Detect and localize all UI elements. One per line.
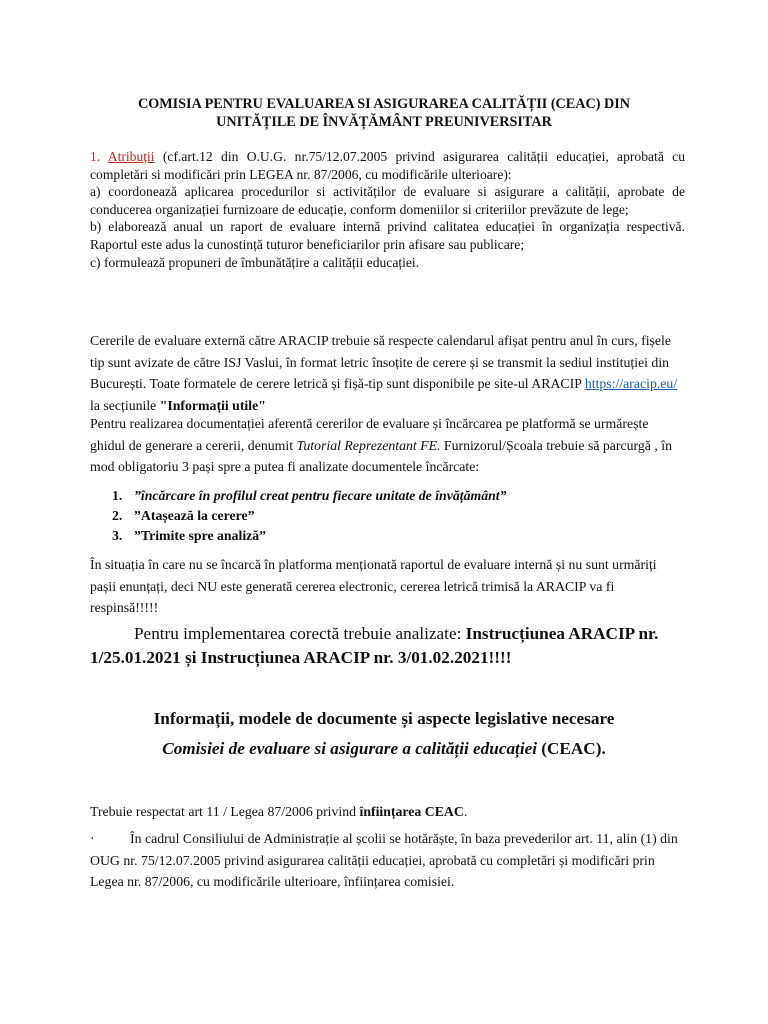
implementation-instructions: Instrucțiunea ARACIP nr. 1/25.01.2021 și Instrucțiunea ARACIP nr. 3/01.02.2021!!!! xyxy=(90,624,659,667)
step-label: ”Atașează la cerere” xyxy=(134,508,255,523)
step-number: 2. xyxy=(112,508,123,523)
council-paragraph xyxy=(90,828,685,893)
implementation-paragraph xyxy=(90,622,700,670)
attributions-heading-number: 1. xyxy=(90,149,101,164)
step-item xyxy=(112,526,672,546)
warning-paragraph: În situația în care nu se încarcă în platforma menționată raportul de evaluare internă și nu sunt urmăriți pașii enunțați, deci NU este generată cererea electronic, cererea letrică trimisă la ARACIP va fi respinsă!!!!! xyxy=(90,557,657,615)
steps-ordered-list xyxy=(112,486,672,546)
documentation-paragraph xyxy=(90,413,685,478)
attributions-reference: (cf.art.12 din O.U.G. nr.75/12.07.2005 privind asigurarea calității educației, aprobată cu completări si modificări prin LEGEA nr. 87/2006, cu modificările ulterioare): xyxy=(90,149,685,182)
council-text: În cadrul Consiliului de Administrație al școlii se hotărăște, în baza prevederilor art. 11, alin (1) din OUG nr. 75/12.07.2005 privind asigurarea calității educației, aprobată cu completări și modificări prin Legea nr. 87/2006, cu modificările ulterioare, înființarea comisiei. xyxy=(90,831,678,889)
step-number: 3. xyxy=(112,528,123,543)
document-title xyxy=(70,95,698,131)
step-item xyxy=(112,506,672,526)
article-paragraph xyxy=(90,801,685,823)
external-evaluation-after-link: la secțiunile xyxy=(90,397,160,413)
article-end: . xyxy=(463,804,468,819)
info-heading-commission: Comisiei de evaluare si asigurare a calității educației xyxy=(162,739,537,758)
attributions-heading: Atribuții xyxy=(107,149,155,164)
title-line-2: UNITĂȚILE DE ÎNVĂȚĂMÂNT PREUNIVERSITAR xyxy=(216,114,552,130)
info-heading-line-2 xyxy=(70,737,698,761)
useful-info-section-name: "Informații utile" xyxy=(159,397,266,413)
attributions-section xyxy=(90,148,685,271)
council-bullet: · xyxy=(90,831,95,846)
info-heading xyxy=(70,707,698,761)
implementation-text: Pentru implementarea corectă trebuie analizate: xyxy=(134,624,466,643)
documentation-text-1: Pentru realizarea documentației aferentă cererilor de evaluare și încărcarea pe platformă se urmărește ghidul de generare a cererii, denumit xyxy=(90,416,649,453)
tutorial-name: Tutorial Reprezentant FE. xyxy=(296,437,441,453)
info-heading-ceac: (CEAC). xyxy=(537,739,606,758)
attribution-item-b: b) elaborează anual un raport de evaluare internă privind calitatea educației în organizația respectivă. Raportul este adus la cunostință tuturor beneficiarilor prin afisare sau publicare; xyxy=(90,219,685,252)
attribution-item-c: c) formulează propuneri de îmbunătățire a calității educației. xyxy=(90,254,420,270)
step-label: ”încărcare în profilul creat pentru fiecare unitate de învățământ” xyxy=(134,488,507,503)
article-text: Trebuie respectat art 11 / Legea 87/2006 privind xyxy=(90,804,360,819)
attributions-intro xyxy=(90,148,685,183)
aracip-link[interactable]: https://aracip.eu/ xyxy=(584,376,678,391)
documentation-text-2: Furnizorul/Școala trebuie să parcurgă , în mod obligatoriu 3 pași spre a putea fi analizate documentele încărcate: xyxy=(90,437,672,474)
step-item xyxy=(112,486,672,506)
external-evaluation-text: Cererile de evaluare externă către ARACIP trebuie să respecte calendarul afișat pentru anul în curs, fișele tip sunt avizate de către ISJ Vaslui, în format letric însoțite de cerere și se transmit la sediul instituției din București. Toate formatele de cerere letrică și fișă-tip sunt disponibile pe site-ul ARACIP xyxy=(90,333,671,391)
title-line-1: COMISIA PENTRU EVALUAREA SI ASIGURAREA CALITĂȚII (CEAC) DIN xyxy=(137,96,631,112)
external-evaluation-paragraph xyxy=(90,330,685,416)
step-number: 1. xyxy=(112,488,123,503)
info-heading-line-1: Informații, modele de documente și aspecte legislative necesare xyxy=(153,709,615,728)
article-bold: înființarea CEAC xyxy=(359,804,464,819)
attribution-item-a: a) coordonează aplicarea procedurilor si activităților de evaluare si asigurare a calității, aprobate de conducerea organizației furnizoare de educație, conform domeniilor si criteriilor prevăzute de lege; xyxy=(90,184,685,217)
step-label: ”Trimite spre analiză” xyxy=(134,528,267,543)
steps-list xyxy=(112,486,672,546)
